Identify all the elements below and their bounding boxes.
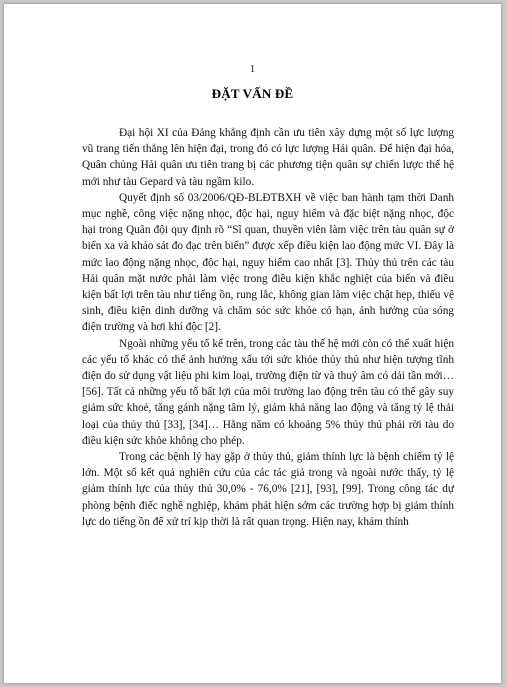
paragraph: Ngoài những yếu tố kể trên, trong các tàu thế hệ mới còn có thể xuất hiện các yếu tố khác có thể ảnh hưởng xấu tới sức khỏe thủy thủ như hiện tượng tĩnh điện do sử dụng vật liệu phi kim loại, trường điện từ và thuỷ âm có dải tần mới… [56]. Tất cả những yếu tố bất lợi của môi trường lao động trên tàu có thể gây suy giảm sức khoẻ, tăng gánh nặng tâm lý, giảm khả năng lao động và tăng tỷ lệ thải loại của thủy thủ [33], [34]… Hằng năm có khoảng 5% thủy thủ phải rời tàu do điều kiện sức khỏe không cho phép. (82, 337, 454, 447)
paragraph: Trong các bệnh lý hay gặp ở thủy thủ, giảm thính lực là bệnh chiếm tỷ lệ lớn. Một số kết quả nghiên cứu của các tác giả trong và ngoài nước thấy, tỷ lệ giảm thính lực của thủy thủ 30,0% - 76,0% [21], [93], [99]. Trong công tác dự phòng bệnh điếc nghề nghiệp, khám phát hiện sớm các trường hợp bị giảm thính lực do tiếng ồn để xử trí kịp thời là rất quan trọng. Hiện nay, khám thính (82, 451, 454, 528)
paragraph: Đại hội XI của Đảng khẳng định cần ưu tiên xây dựng một số lực lượng vũ trang tiến thẳng lên hiện đại, trong đó có lực lượng Hải quân. Để hiện đại hóa, Quân chủng Hải quân ưu tiên trang bị các phương tiện quân sự chiến lược thế hệ mới như tàu Gepard và tàu ngầm kilo. (82, 127, 454, 188)
document-body (82, 125, 454, 530)
paragraph: Quyết định số 03/2006/QĐ-BLĐTBXH về việc ban hành tạm thời Danh mục nghề, công việc nặng nhọc, độc hại, nguy hiểm và đặc biệt nặng nhọc, độc hại trong Quân đội quy định rõ “Sĩ quan, thuyền viên làm việc trên tàu quân sự ở biển xa và khảo sát đo đạc trên biển” được xếp điều kiện lao động mức VI. Đây là mức lao động nặng nhọc, độc hại, nguy hiểm cao nhất [3]. Thủy thủ trên các tàu Hải quân mặt nước phải làm việc trong điều kiện khắc nghiệt của biển và điều kiện bất lợi trên tàu như tiếng ồn, rung lắc, không gian làm việc chật hẹp, thiếu vệ sinh, điều kiện dinh dưỡng và chăm sóc sức khỏe có hạn, ảnh hưởng của sóng điện trường và hơi khí độc [2]. (82, 191, 454, 334)
page-number: 1 (249, 64, 256, 75)
document-page (4, 4, 501, 683)
document-title: ĐẶT VẤN ĐỀ (211, 86, 294, 101)
